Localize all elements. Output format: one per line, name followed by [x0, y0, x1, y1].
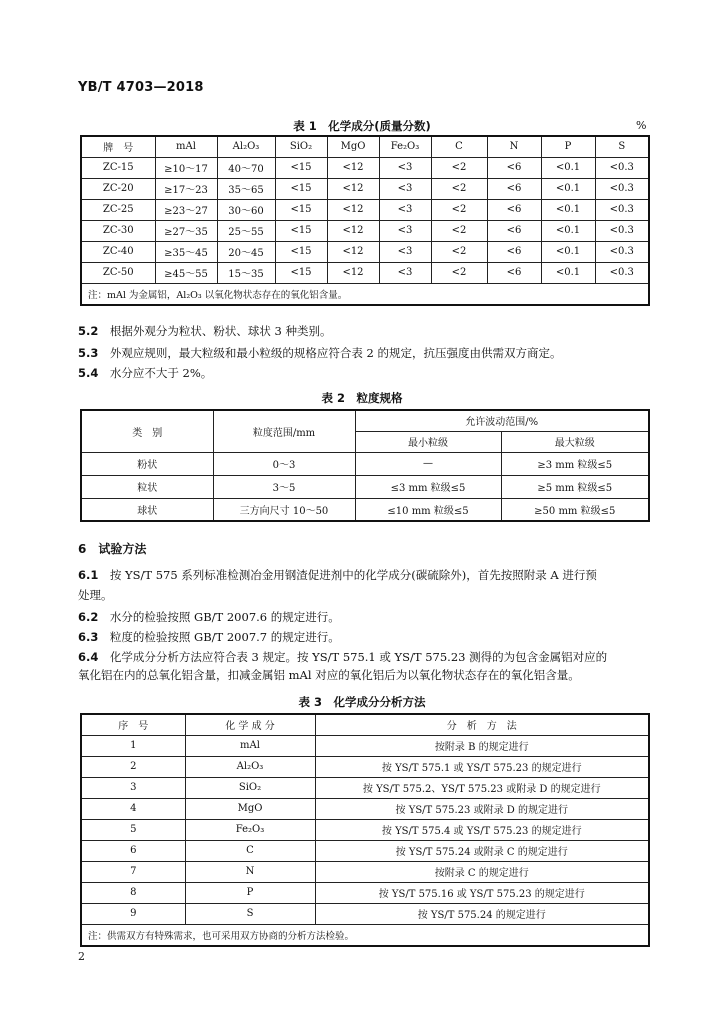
table-row [81, 882, 649, 903]
section-number: 6 [78, 542, 87, 556]
table-cell: 15～35 [217, 262, 275, 283]
table1-header-cell: S [595, 136, 649, 157]
table-row [81, 498, 649, 521]
table3-note-row [81, 924, 649, 946]
clause-number: 6.4 [78, 650, 99, 664]
table-cell: <15 [275, 220, 327, 241]
table-cell: — [355, 452, 501, 475]
table-row [81, 819, 649, 840]
table-cell: ≥35～45 [155, 241, 217, 262]
table-cell: 4 [81, 798, 185, 819]
table-cell: <15 [275, 199, 327, 220]
table-cell: ZC-30 [81, 220, 155, 241]
table-cell: 按 YS/T 575.24 的规定进行 [315, 903, 649, 924]
clause-number: 5.2 [78, 324, 99, 338]
clause-6-1 [78, 568, 597, 582]
clause-text: 根据外观分为粒状、粉状、球状 3 种类别。 [109, 324, 332, 338]
table-cell: ZC-15 [81, 157, 155, 178]
table-cell: Fe₂O₃ [185, 819, 315, 840]
table-cell: 球状 [81, 498, 213, 521]
table-cell: ≥50 mm 粒级≤5 [501, 498, 649, 521]
table-cell: <6 [487, 262, 541, 283]
table-cell: 按 YS/T 575.24 或附录 C 的规定进行 [315, 840, 649, 861]
table-cell: <12 [327, 220, 379, 241]
table1-header-cell: Al₂O₃ [217, 136, 275, 157]
table-cell: 30～60 [217, 199, 275, 220]
table-cell: ≥3 mm 粒级≤5 [501, 452, 649, 475]
clause-number: 5.3 [78, 346, 99, 360]
clause-number: 6.1 [78, 568, 99, 582]
table-row [81, 262, 649, 283]
table-cell: ZC-25 [81, 199, 155, 220]
table-row [81, 777, 649, 798]
clause-5-4 [78, 366, 212, 380]
table-cell: S [185, 903, 315, 924]
table-cell: <6 [487, 220, 541, 241]
table3-note: 注：供需双方有特殊需求，也可采用双方协商的分析方法检验。 [81, 924, 649, 946]
table-cell: ≤10 mm 粒级≤5 [355, 498, 501, 521]
table-cell: ≥17～23 [155, 178, 217, 199]
table-cell: P [185, 882, 315, 903]
clause-number: 6.2 [78, 610, 99, 624]
table-cell: 2 [81, 756, 185, 777]
table-cell: <12 [327, 157, 379, 178]
table-cell: <0.1 [541, 157, 595, 178]
table1-header-cell: N [487, 136, 541, 157]
table1-header-cell: mAl [155, 136, 217, 157]
table-cell: ZC-50 [81, 262, 155, 283]
table-cell: ZC-20 [81, 178, 155, 199]
clause-text: 水分的检验按照 GB/T 2007.6 的规定进行。 [109, 610, 340, 624]
table-row [81, 756, 649, 777]
clause-6-2 [78, 610, 340, 624]
table-cell: 8 [81, 882, 185, 903]
table-cell: <0.3 [595, 199, 649, 220]
table1-note: 注：mAl 为金属铝，Al₂O₃ 以氧化物状态存在的氧化铝含量。 [81, 283, 649, 305]
table-row [81, 861, 649, 882]
table-row [81, 840, 649, 861]
table1-header-cell: SiO₂ [275, 136, 327, 157]
table-cell: <3 [379, 262, 431, 283]
standard-code: YB/T 4703—2018 [78, 80, 204, 95]
clause-6-3 [78, 630, 340, 644]
table-cell: 3 [81, 777, 185, 798]
table-row [81, 241, 649, 262]
table-cell: 25～55 [217, 220, 275, 241]
table-row [81, 452, 649, 475]
table-row [81, 798, 649, 819]
table3-header-cell: 序 号 [81, 714, 185, 735]
table-cell: 0～3 [213, 452, 355, 475]
table-cell: 7 [81, 861, 185, 882]
table3-header-row [81, 714, 649, 735]
table-row [81, 475, 649, 498]
table-cell: <0.1 [541, 199, 595, 220]
clause-text: 外观应规则，最大粒级和最小粒级的规格应符合表 2 的规定，抗压强度由供需双方商定。 [109, 346, 562, 360]
table1-unit: % [636, 119, 647, 132]
table-cell: ≥45～55 [155, 262, 217, 283]
table-cell: <3 [379, 241, 431, 262]
table-cell: 9 [81, 903, 185, 924]
table-cell: <2 [431, 262, 487, 283]
table-cell: <0.3 [595, 241, 649, 262]
table-cell: <6 [487, 199, 541, 220]
table-cell: <0.1 [541, 220, 595, 241]
table-cell: 粒状 [81, 475, 213, 498]
table3-header-cell: 分 析 方 法 [315, 714, 649, 735]
table-cell: ≥27～35 [155, 220, 217, 241]
table1-header-cell: P [541, 136, 595, 157]
table-cell: <3 [379, 178, 431, 199]
clause-number: 5.4 [78, 366, 99, 380]
table-cell: 1 [81, 735, 185, 756]
table-cell: MgO [185, 798, 315, 819]
clause-6-4-continued [78, 668, 580, 682]
table-cell: mAl [185, 735, 315, 756]
table1-header-row [81, 136, 649, 157]
table-row [81, 220, 649, 241]
table2-header-cell: 最大粒级 [501, 431, 649, 452]
table-cell: 按 YS/T 575.2、YS/T 575.23 或附录 D 的规定进行 [315, 777, 649, 798]
section-6-heading [78, 540, 146, 557]
clause-number: 6.3 [78, 630, 99, 644]
table-cell: <3 [379, 199, 431, 220]
table-cell: 35～65 [217, 178, 275, 199]
table-cell: ≥5 mm 粒级≤5 [501, 475, 649, 498]
table2-header-cell: 允许波动范围/% [355, 410, 649, 431]
table3-analysis-methods [80, 713, 650, 947]
table-cell: <15 [275, 241, 327, 262]
table2-header-cell: 粒度范围/mm [213, 410, 355, 452]
table-cell: Al₂O₃ [185, 756, 315, 777]
table1-chemical-composition [80, 135, 650, 306]
table3-caption: 表 3 化学成分分析方法 [298, 695, 426, 709]
clause-text: 按 YS/T 575 系列标准检测冶金用钢渣促进剂中的化学成分(碳硫除外)，首先按照附录 A 进行预 [109, 568, 597, 582]
table1-header-cell: MgO [327, 136, 379, 157]
table-cell: <12 [327, 241, 379, 262]
table-cell: 20～45 [217, 241, 275, 262]
table-cell: 三方向尺寸 10～50 [213, 498, 355, 521]
table-cell: ZC-40 [81, 241, 155, 262]
clause-6-4 [78, 650, 607, 664]
table2-header-cell: 类 别 [81, 410, 213, 452]
table-cell: 5 [81, 819, 185, 840]
table-cell: <15 [275, 178, 327, 199]
table-cell: <6 [487, 157, 541, 178]
table1-caption: 表 1 化学成分(质量分数) [293, 119, 431, 133]
table2-header-row [81, 410, 649, 431]
table-cell: N [185, 861, 315, 882]
table-cell: <0.3 [595, 178, 649, 199]
table3-header-cell: 化 学 成 分 [185, 714, 315, 735]
table-cell: <12 [327, 262, 379, 283]
table-cell: 粉状 [81, 452, 213, 475]
table-row [81, 157, 649, 178]
clause-5-2 [78, 324, 332, 338]
table-cell: <15 [275, 262, 327, 283]
table-cell: <2 [431, 178, 487, 199]
table-cell: <12 [327, 178, 379, 199]
table-cell: 40～70 [217, 157, 275, 178]
table-row [81, 199, 649, 220]
table-cell: 3～5 [213, 475, 355, 498]
page-number: 2 [78, 950, 85, 963]
table-cell: <0.3 [595, 157, 649, 178]
section-title: 试验方法 [98, 542, 147, 556]
table-cell: C [185, 840, 315, 861]
clause-text: 粒度的检验按照 GB/T 2007.7 的规定进行。 [109, 630, 340, 644]
clause-text: 处理。 [78, 588, 113, 602]
table-cell: <6 [487, 241, 541, 262]
table-cell: <0.1 [541, 241, 595, 262]
table-row [81, 735, 649, 756]
table-cell: 按 YS/T 575.1 或 YS/T 575.23 的规定进行 [315, 756, 649, 777]
table1-note-row [81, 283, 649, 305]
table-cell: 按附录 B 的规定进行 [315, 735, 649, 756]
table-cell: <12 [327, 199, 379, 220]
clause-text: 水分应不大于 2%。 [109, 366, 213, 380]
table2-particle-size [80, 409, 650, 522]
table-cell: 按附录 C 的规定进行 [315, 861, 649, 882]
table-cell: 按 YS/T 575.16 或 YS/T 575.23 的规定进行 [315, 882, 649, 903]
table-cell: 6 [81, 840, 185, 861]
table-cell: ≥23～27 [155, 199, 217, 220]
clause-text: 氧化铝在内的总氧化铝含量，扣减金属铝 mAl 对应的氧化铝后为以氧化物状态存在的氧化铝含量。 [78, 668, 580, 682]
table-row [81, 903, 649, 924]
table-cell: SiO₂ [185, 777, 315, 798]
table-cell: <2 [431, 157, 487, 178]
clause-5-3 [78, 346, 562, 360]
table-cell: <0.1 [541, 262, 595, 283]
table2-caption: 表 2 粒度规格 [321, 391, 403, 405]
table-cell: <3 [379, 157, 431, 178]
table-cell: <2 [431, 199, 487, 220]
table-cell: 按 YS/T 575.4 或 YS/T 575.23 的规定进行 [315, 819, 649, 840]
table2-header-cell: 最小粒级 [355, 431, 501, 452]
table-cell: ≥10～17 [155, 157, 217, 178]
table1-header-cell: C [431, 136, 487, 157]
table-cell: <6 [487, 178, 541, 199]
table-cell: ≤3 mm 粒级≤5 [355, 475, 501, 498]
table-cell: <15 [275, 157, 327, 178]
clause-text: 化学成分分析方法应符合表 3 规定。按 YS/T 575.1 或 YS/T 575.23 测得的为包含金属铝对应的 [109, 650, 608, 664]
table-row [81, 178, 649, 199]
table1-header-cell: Fe₂O₃ [379, 136, 431, 157]
table-cell: 按 YS/T 575.23 或附录 D 的规定进行 [315, 798, 649, 819]
clause-6-1-continued [78, 588, 113, 602]
table-cell: <3 [379, 220, 431, 241]
table-cell: <0.1 [541, 178, 595, 199]
table-cell: <2 [431, 220, 487, 241]
table-cell: <0.3 [595, 220, 649, 241]
table1-header-cell: 牌 号 [81, 136, 155, 157]
table-cell: <0.3 [595, 262, 649, 283]
table-cell: <2 [431, 241, 487, 262]
